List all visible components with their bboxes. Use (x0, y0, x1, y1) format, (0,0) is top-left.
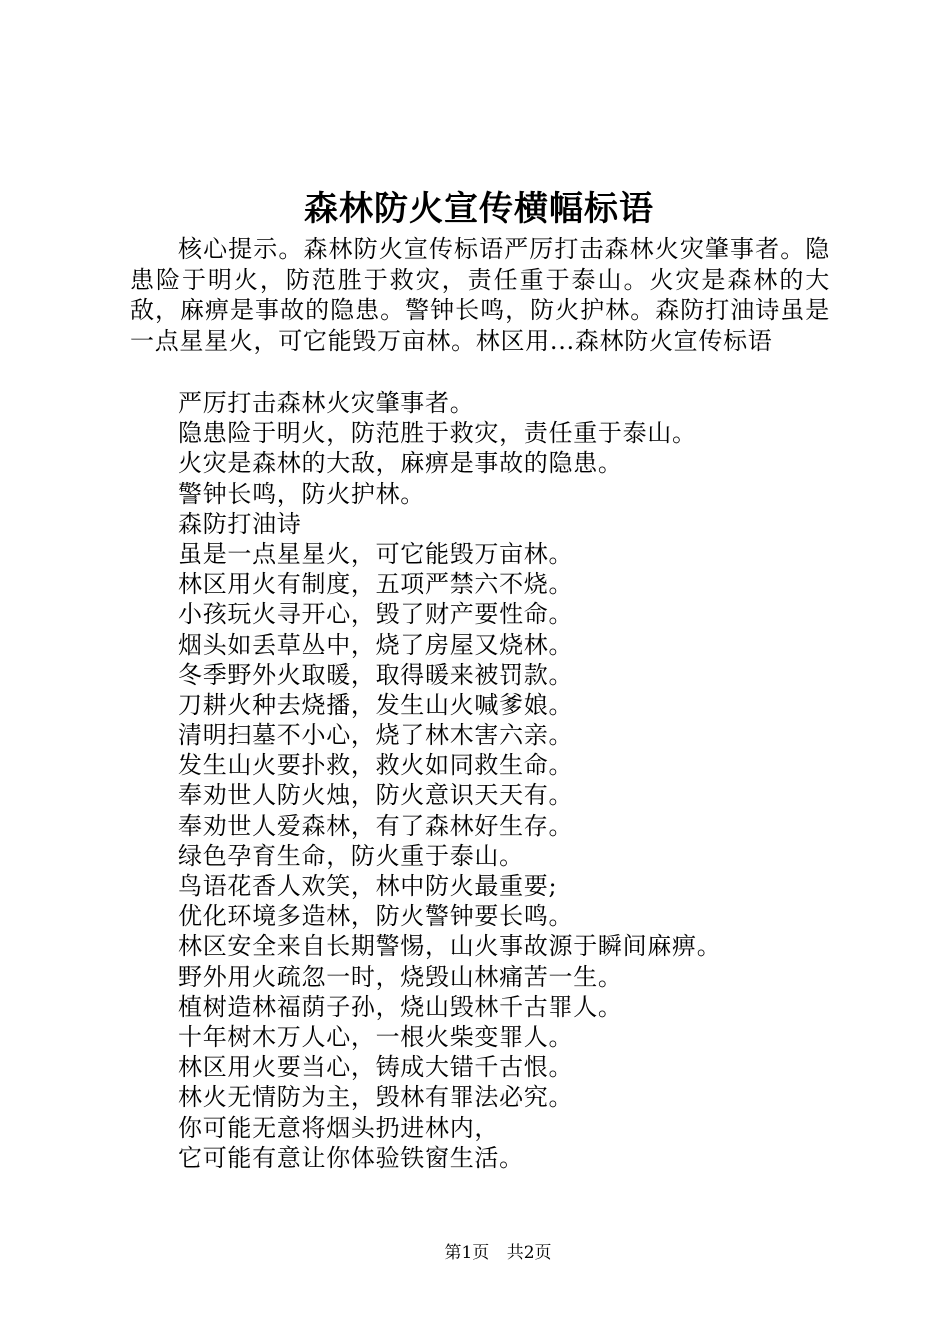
slogan-line: 鸟语花香人欢笑，林中防火最重要; (178, 872, 558, 900)
slogan-line: 小孩玩火寻开心，毁了财产要性命。 (178, 600, 574, 629)
slogan-line: 火灾是森林的大敌，麻痹是事故的隐患。 (178, 449, 623, 478)
summary-paragraph: 核心提示。森林防火宣传标语严厉打击森林火灾肇事者。隐患险于明火，防范胜于救灾，责任重于泰山。火灾是森林的大敌，麻痹是事故的隐患。警钟长鸣，防火护林。森防打油诗虽是一点星星火，可它能毁万亩林。林区用...森林防火宣传标语 (130, 235, 830, 355)
slogan-line: 发生山火要扑救，救火如同救生命。 (178, 751, 574, 780)
slogan-line: 林区用火要当心，铸成大错千古恨。 (178, 1053, 574, 1082)
slogan-line: 野外用火疏忽一时，烧毁山林痛苦一生。 (178, 962, 623, 991)
slogan-line: 森防打油诗 (178, 509, 302, 538)
slogan-line: 虽是一点星星火，可它能毁万亩林。 (178, 539, 574, 568)
slogan-line: 烟头如丢草丛中，烧了房屋又烧林。 (178, 630, 574, 659)
slogan-line: 优化环境多造林，防火警钟要长鸣。 (178, 902, 574, 931)
page-number: 第1页 (444, 1243, 490, 1263)
slogan-line: 林区用火有制度，五项严禁六不烧。 (178, 570, 574, 599)
slogan-line: 你可能无意将烟头扔进林内， (178, 1113, 500, 1142)
slogan-line: 绿色孕育生命，防火重于泰山。 (178, 841, 524, 870)
slogan-line: 隐患险于明火，防范胜于救灾，责任重于泰山。 (178, 419, 697, 448)
slogan-line: 奉劝世人防火烛，防火意识天天有。 (178, 781, 574, 810)
slogan-line: 植树造林福荫子孙，烧山毁林千古罪人。 (178, 992, 623, 1021)
slogan-line: 冬季野外火取暖，取得暖来被罚款。 (178, 660, 574, 689)
page-footer (0, 1241, 950, 1265)
slogan-line: 严厉打击森林火灾肇事者。 (178, 389, 475, 417)
slogan-line: 十年树木万人心，一根火柴变罪人。 (178, 1022, 574, 1051)
page-total: 共2页 (506, 1243, 552, 1263)
slogan-line: 警钟长鸣，防火护林。 (178, 479, 425, 508)
slogan-line: 刀耕火种去烧播，发生山火喊爹娘。 (178, 690, 574, 719)
slogan-list (178, 388, 838, 1173)
slogan-line: 清明扫墓不小心，烧了林木害六亲。 (178, 721, 574, 750)
slogan-line: 林火无情防为主，毁林有罪法必究。 (178, 1083, 574, 1112)
slogan-line: 奉劝世人爱森林，有了森林好生存。 (178, 811, 574, 840)
slogan-line: 它可能有意让你体验铁窗生活。 (178, 1143, 524, 1172)
document-title: 森林防火宣传横幅标语 (304, 189, 654, 229)
slogan-line: 林区安全来自长期警惕，山火事故源于瞬间麻痹。 (178, 932, 722, 961)
